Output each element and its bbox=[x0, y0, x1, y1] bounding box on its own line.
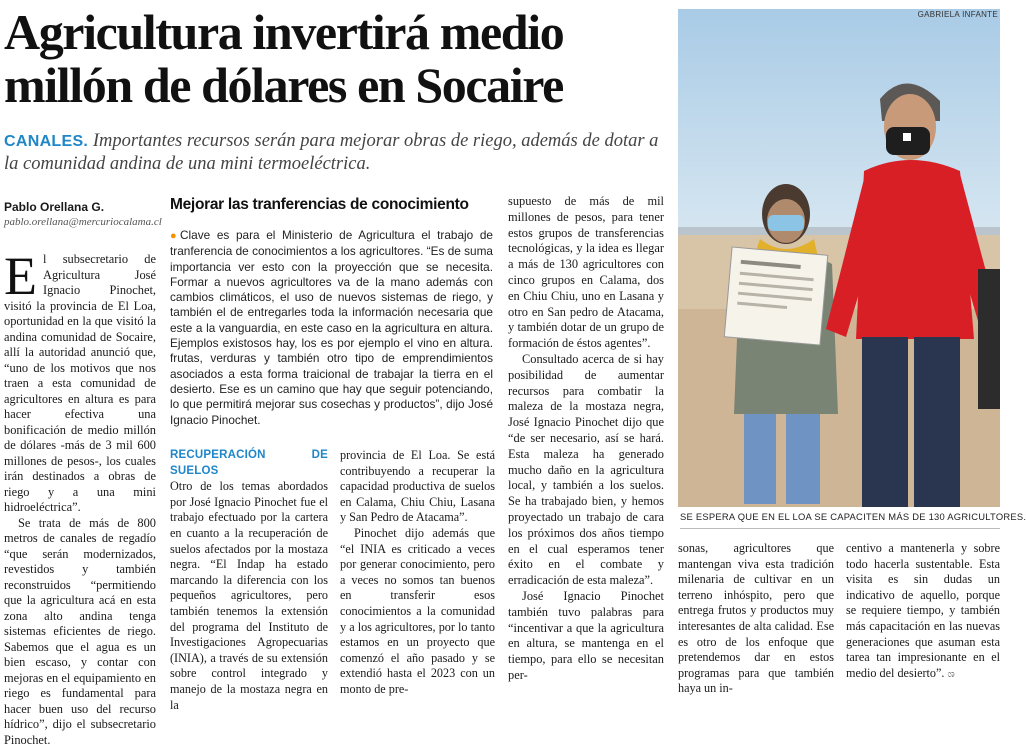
col1-paragraph-2: Se trata de más de 800 metros de canales de regadío “que serán modernizados, revestidos y también reconstruidos “permitiendo que la agricultura acá en esta zona alto andina tenga sistemas eficientes de riego. Sabemos que el agua es un bien escaso, y contar con mejoras en el equipamiento en riego es fundamental para hacer buen uso del recurso hídrico”, dijo el subsecretario Pinochet. bbox=[4, 516, 156, 748]
col5-paragraph: sonas, agricultores que mantengan viva esta tradición milenaria de cultivar en un terreno inhóspito, pero que entrega frutos y productos muy interesantes de alta calidad. Ese es otro de los enfoque que pretendemos dar en estos programas para que también haya un in- bbox=[678, 541, 834, 697]
lead-kicker: CANALES. bbox=[4, 133, 88, 150]
body-column-3 bbox=[340, 448, 495, 698]
col6-paragraph bbox=[846, 541, 1000, 682]
headline-line-2: millón de dólares en Socaire bbox=[4, 59, 664, 112]
col1-paragraph-1: l subsecretario de Agricultura José Ignacio Pinochet, visitó la provincia de El Loa, oportunidad en la que visitó la andina comunidad de Socaire, allí la autoridad anunció que, “uno de los motivos que nos traen a esta comunidad de agricultores en altura es para hacer efectiva una bonificación de medio millón de dólares -más de 3 mil 600 millones de pesos-, los cuales irán destinados a obras de riego y a una mini hidroeléctrica”. bbox=[4, 252, 156, 516]
subhead-recuperacion: RECUPERACIÓN DE SUELOS bbox=[170, 448, 328, 479]
col4-paragraph-2: Consultado acerca de si hay posibilidad de aumentar recursos para combatir la maleza de la mostaza negra, José Ignacio Pinochet dijo que “de ser necesario, así se hará. Esta maleza ha generado mucho daño en la agricultura local, y también a los suelos. Se ha trabajado bien, y hemos proyectado un trabajo de cara los próximos dos años tiempo en el cual esperamos tener éxito en el combate y erradicación de esta maleza”. bbox=[508, 352, 664, 589]
lead-paragraph bbox=[4, 130, 664, 176]
author-email: pablo.orellana@mercuriocalama.cl bbox=[4, 216, 162, 228]
photo-illustration bbox=[678, 9, 1000, 507]
headline-line-1: Agricultura invertirá medio bbox=[4, 6, 664, 59]
photo-caption: SE ESPERA QUE EN EL LOA SE CAPACITEN MÁS DE 130 AGRICULTORES. bbox=[680, 511, 1026, 522]
body-column-2 bbox=[170, 448, 328, 713]
dropcap: E bbox=[4, 254, 37, 298]
col2-paragraph: Otro de los temas abordados por José Ignacio Pinochet fue el trabajo efectuado por la cartera en cuanto a la recuperación de suelos afectados por la mostaza negra. “El Indap ha estado marcando la diferencia con los pequeños agricultores, pero también tenemos la extensión del programa del Instituto de Investigaciones Agropecuarias (INIA), a través de su extensión sobre control integrado y manejo de la mostaza negra en la bbox=[170, 479, 328, 713]
col6-text: centivo a mantenerla y sobre todo hacerla sustentable. Esta visita es sin dudas un indicativo de aquello, porque se requiere tiempo, y también más capacitación en las nuevas generaciones que asuman esta tarea tan impresionante en el medio del desierto”. bbox=[846, 541, 1000, 680]
box-text-body: Clave es para el Ministerio de Agricultura el trabajo de tranferencia de conocimientos a los agricultores. “Es de suma importancia ver esto con la proyección que se necesita. Formar a nuevos agricultores va de la mano además con cambios climáticos, el uso de nuevos sistemas de riego, y también el de entregarles toda la información necesaria que este a la vanguardia, en este caso en la agricultura en altura. Ejemplos existosos hay, los es por ejemplo el vino en altura. frutas, verduras y también otro tipo de emprendimientos asociados a esta forma traicional de trabajar la tierra en el desierto. Ese es un camino que hay que seguir potenciando, lo que permitirá mejorar sus cosechas y productos”, dijo José Ignacio Pinochet. bbox=[170, 228, 493, 427]
photo-credit: GABRIELA INFANTE bbox=[918, 10, 998, 19]
body-column-4 bbox=[508, 194, 664, 684]
caption-rule bbox=[680, 528, 1000, 529]
box-text bbox=[170, 228, 493, 428]
body-column-1 bbox=[4, 252, 156, 748]
col3-paragraph-1: provincia de El Loa. Se está contribuyendo a recuperar la capacidad productiva de suelos en Calama, Chiu Chiu, Lasana y San Pedro de Atacama”. bbox=[340, 448, 495, 526]
col3-paragraph-2: Pinochet dijo además que “el INIA es criticado a veces por generar conocimiento, pero a veces no somos tan buenos en transferir esos conocimientos a la comunidad y a los agricultores, por lo tanto estamos en un proyecto que comenzó el año pasado y se extendió hasta el 2023 con un monto de pre- bbox=[340, 526, 495, 698]
body-column-6 bbox=[846, 541, 1000, 682]
box-title: Mejorar las tranferencias de conocimiento bbox=[170, 196, 469, 214]
author-name: Pablo Orellana G. bbox=[4, 200, 104, 214]
col4-paragraph-3: José Ignacio Pinochet también tuvo palabras para “incentivar a que la agricultura en altura, se mantenga en el tiempo, para ello se necesitan per- bbox=[508, 589, 664, 684]
news-photo bbox=[678, 9, 1000, 507]
lead-text: Importantes recursos serán para mejorar obras de riego, además de dotar a la comunidad andina de una mini termoeléctrica. bbox=[4, 131, 658, 174]
bullet-icon: ● bbox=[170, 230, 180, 242]
end-mark-icon: ශ bbox=[948, 669, 955, 680]
headline bbox=[4, 6, 664, 112]
body-column-5 bbox=[678, 541, 834, 697]
col4-paragraph-1: supuesto de más de mil millones de pesos, para tener estos grupos de transferencias tecnológicas, y la idea es llegar a más de 130 agricultores con cinco grupos en Calama, dos en Chiu Chiu, uno en Lasana y otro en San pedro de Atacama, y también dotar de un grupo de formación de éstos agentes”. bbox=[508, 194, 664, 352]
